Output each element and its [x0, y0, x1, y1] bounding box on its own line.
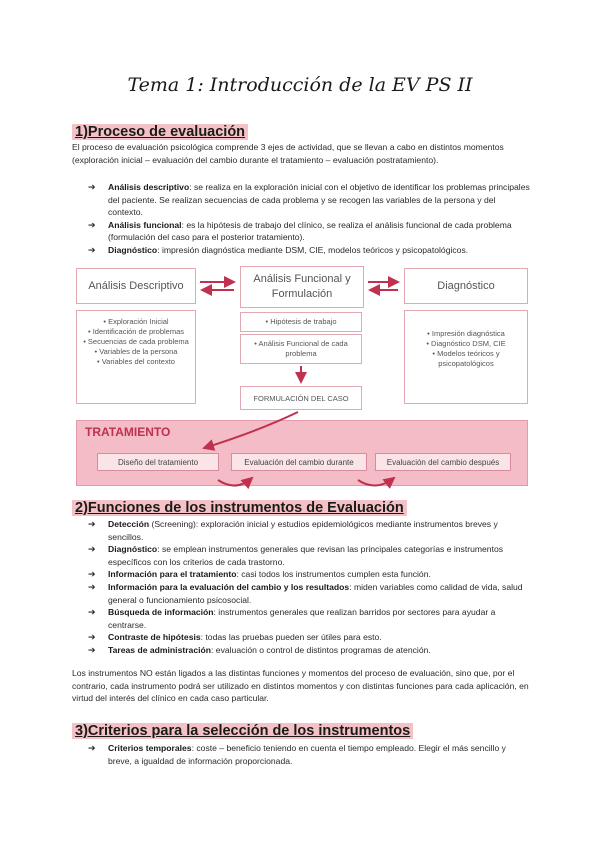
item-text: (Screening): exploración inicial y estudios epidemiológicos mediante instrumentos breves y sencillos. — [108, 519, 498, 542]
item-term: Criterios temporales — [108, 743, 192, 753]
arrow-bullet-icon: ➔ — [88, 581, 96, 592]
box-diseno-tratamiento: Diseño del tratamiento — [97, 453, 219, 471]
list-item: • Identificación de problemas — [87, 327, 184, 336]
item-text: : es la hipótesis de trabajo del clínico, se realiza el análisis funcional de cada problema (formulación del caso para el posterior tratamiento). — [108, 219, 512, 243]
item-text: : todas las pruebas pueden ser útiles para esto. — [200, 632, 382, 643]
item-text: : se realiza en la exploración inicial con el objetivo de identificar los problemas principales del paciente. Se realizan secuencias de cada problema y se recogen las variables de la persona y del contexto. — [108, 182, 530, 218]
item-term: Análisis funcional — [108, 219, 182, 230]
arrow-bullet-icon: ➔ — [88, 743, 96, 753]
item-term: Búsqueda de información — [108, 607, 214, 618]
item-term: Tareas de administración — [108, 644, 212, 655]
item-text: : miden variables como calidad de vida, salud general o funcionamiento psicosocial. — [108, 581, 523, 605]
list-item — [72, 543, 530, 568]
center-hypothesis-box: • Hipótesis de trabajo — [240, 312, 362, 332]
item-text: : se emplean instrumentos generales que revisan las principales categorías e instrumentos específicos con los criterios de cada trastorno. — [108, 544, 504, 567]
box-diagnostico: Diagnóstico — [404, 268, 528, 304]
list-item — [72, 742, 530, 767]
center-af-box: • Análisis Funcional de cada problema — [240, 334, 362, 364]
list-item — [72, 244, 530, 257]
arrow-bullet-icon: ➔ — [88, 219, 96, 230]
list-item — [72, 181, 530, 219]
tratamiento-label: TRATAMIENTO — [85, 425, 171, 439]
box-analisis-funcional: Análisis Funcional y Formulación — [240, 266, 364, 308]
list-item: • Exploración Inicial — [103, 317, 169, 326]
item-term: Diagnóstico — [108, 544, 158, 555]
section-1-list — [72, 181, 530, 257]
section-1-heading: 1)Proceso de evaluación — [72, 124, 248, 140]
list-item — [72, 518, 530, 543]
section-2-list — [72, 518, 530, 657]
item-text: : instrumentos generales que realizan barridos por sectores para ayudar a centrarse. — [108, 607, 496, 630]
formulacion-box: FORMULACIÓN DEL CASO — [240, 386, 362, 410]
item-term: Información para el tratamiento — [108, 569, 237, 580]
arrow-bullet-icon: ➔ — [88, 644, 96, 655]
item-term: Análisis descriptivo — [108, 182, 190, 192]
item-term: Detección — [108, 519, 150, 529]
item-text: : casi todos los instrumentos cumplen esta función. — [236, 569, 431, 580]
arrow-bullet-icon: ➔ — [88, 519, 96, 529]
section-1-intro: El proceso de evaluación psicológica comprende 3 ejes de actividad, que se llevan a cabo en distintos momentos (exploración inicial – evaluación del cambio durante el tratamiento – evaluación postratamiento). — [72, 142, 504, 165]
list-item: • Variables de la persona — [94, 347, 178, 356]
list-item: • Secuencias de cada problema — [83, 337, 189, 346]
arrow-curve-tratamiento — [204, 412, 298, 448]
item-text: : coste – beneficio teniendo en cuenta el tiempo empleado. Elegir el más sencillo y breve, a igualdad de información proporcionada. — [108, 743, 506, 766]
item-term: Información para la evaluación del cambio y los resultados — [108, 581, 350, 592]
arrow-bullet-icon: ➔ — [88, 244, 96, 255]
list-item — [72, 644, 530, 657]
section-2-closing: Los instrumentos NO están ligados a las distintas funciones y momentos del proceso de evaluación, sino que, por el contrario, cada instrumento podrá ser utilizado en distintos momentos y con distintas funciones para cada aplicación, en virtud del interés del clínico en cada caso particular. — [72, 668, 529, 704]
arrow-bullet-icon: ➔ — [88, 607, 96, 618]
section-3-list — [72, 742, 530, 767]
arrow-loop-2 — [358, 478, 394, 486]
section-3-heading: 3)Criterios para la selección de los instrumentos — [72, 723, 413, 739]
box-analisis-descriptivo: Análisis Descriptivo — [76, 268, 196, 304]
arrow-bullet-icon: ➔ — [88, 544, 96, 555]
arrow-loop-1 — [218, 478, 252, 486]
list-item: • Diagnóstico DSM, CIE — [426, 339, 506, 348]
list-item — [72, 219, 530, 244]
list-item — [72, 606, 530, 631]
page-title: Tema 1: Introducción de la EV PS II — [127, 74, 473, 96]
arrow-bullet-icon: ➔ — [88, 632, 96, 643]
list-item — [72, 568, 530, 581]
list-item: • Variables del contexto — [97, 357, 175, 366]
diagram-arrows — [66, 262, 534, 492]
process-diagram — [66, 262, 534, 492]
item-text: : impresión diagnóstica mediante DSM, CIE, modelos teóricos y psicopatológicos. — [157, 244, 469, 255]
box-cambio-durante: Evaluación del cambio durante — [231, 453, 367, 471]
item-text: : evaluación o control de distintos programas de atención. — [211, 644, 431, 655]
box-cambio-despues: Evaluación del cambio después — [375, 453, 511, 471]
list-item: • Modelos teóricos y psicopatológicos — [432, 349, 500, 368]
item-term: Diagnóstico — [108, 244, 158, 255]
section-2-heading: 2)Funciones de los instrumentos de Evaluación — [72, 500, 407, 516]
list-item: • Impresión diagnóstica — [427, 329, 505, 338]
list-item — [72, 581, 530, 606]
arrow-bullet-icon: ➔ — [88, 569, 96, 580]
item-term: Contraste de hipótesis — [108, 632, 201, 643]
list-item — [72, 631, 530, 644]
arrow-bullet-icon: ➔ — [88, 182, 96, 192]
